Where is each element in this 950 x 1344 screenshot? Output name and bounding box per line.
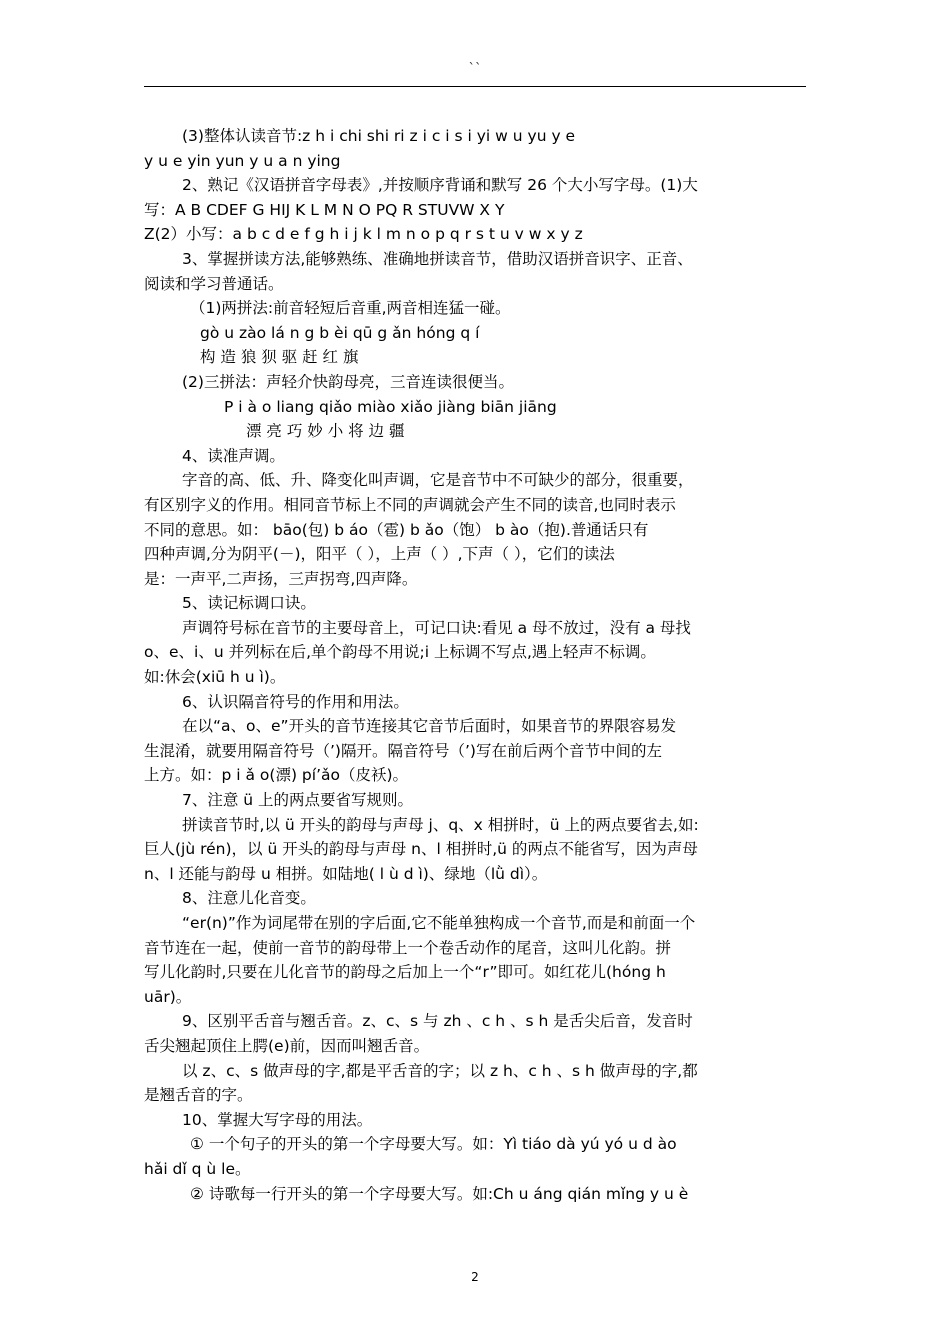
text-line: 3、掌握拼读方法,能够熟练、准确地拼读音节，借助汉语拼音识字、正音、: [182, 249, 693, 268]
text-line: 音节连在一起，使前一音节的韵母带上一个卷舌动作的尾音，这叫儿化韵。拼: [144, 938, 672, 957]
text-line: 上方。如：p i ǎ o(漂) pí’ǎo（皮袄)。: [144, 766, 409, 785]
section-heading: 8、注意儿化音变。: [182, 889, 316, 908]
text-line: 拼读音节时,以 ü 开头的韵母与声母 j、q、x 相拼时，ü 上的两点要省去,如:: [182, 815, 699, 834]
section-heading: 6、认识隔音符号的作用和用法。: [182, 692, 409, 711]
text-line: ② 诗歌每一行开头的第一个字母要大写。如:Ch u áng qián mǐng y u è: [190, 1184, 689, 1203]
text-line: ① 一个句子的开头的第一个字母要大写。如：Yì tiáo dà yú yó u d ào: [190, 1135, 677, 1154]
text-line: 是翘舌音的字。: [144, 1086, 253, 1105]
text-line: uār)。: [144, 987, 192, 1006]
text-line: 写儿化韵时,只要在儿化音节的韵母之后加上一个“r”即可。如红花儿(hóng h: [144, 963, 666, 982]
text-line: y u e yin yun y u a n ying: [144, 151, 341, 170]
text-line: (3)整体认读音节:z h i chi shi ri z i c i s i yi w u yu y e: [182, 127, 576, 145]
text-line: 有区别字义的作用。相同音节标上不同的声调就会产生不同的读音,也同时表示: [144, 495, 676, 514]
text-line: 阅读和学习普通话。: [144, 274, 284, 293]
pinyin-line: P i à o liang qiǎo miào xiǎo jiàng biān jiāng: [224, 397, 557, 416]
page-number: 2: [471, 1270, 479, 1284]
text-line: 在以“a、o、e”开头的音节连接其它音节后面时，如果音节的界限容易发: [182, 717, 677, 736]
document-body: [144, 124, 806, 1206]
pinyin-line: gò u zào lá n g b èi qū g ǎn hóng q í: [200, 323, 480, 342]
text-line: （1)两拼法:前音轻短后音重,两音相连猛一碰。: [190, 299, 511, 318]
section-heading: 4、读准声调。: [182, 446, 285, 465]
text-line: o、e、i、u 并列标在后,单个韵母不用说;i 上标调不写点,遇上轻声不标调。: [144, 643, 656, 662]
text-line: hǎi dǐ q ù le。: [144, 1159, 251, 1178]
text-line: 写：A B CDEF G HIJ K L M N O PQ R STUVW X Y: [144, 200, 505, 219]
text-line: 不同的意思。如： bāo(包) b áo（雹) b ǎo（饱） b ào（抱).普通话只有: [144, 520, 649, 539]
text-line: 9、区别平舌音与翘舌音。z、c、s 与 zh 、c h 、s h 是舌尖后音，发音时: [182, 1012, 693, 1031]
hanzi-line: 构 造 狼 狈 驱 赶 红 旗: [200, 348, 359, 367]
text-line: 四种声调,分为阴平(－)，阳平（ ），上声（ ）,下声（ ），它们的读法: [144, 545, 615, 564]
header-rule: [144, 86, 806, 87]
text-line: 以 z、c、s 做声母的字,都是平舌音的字；以 z h、c h 、s h 做声母的字,都: [182, 1061, 698, 1080]
section-heading: 7、注意 ü 上的两点要省写规则。: [182, 791, 414, 810]
header-mark: ``: [468, 62, 482, 77]
text-line: 如:休会(xiū h u ì)。: [144, 668, 286, 687]
text-line: 声调符号标在音节的主要母音上，可记口诀:看见 a 母不放过，没有 a 母找: [182, 618, 691, 637]
text-line: 生混淆，就要用隔音符号（’)隔开。隔音符号（’)写在前后两个音节中间的左: [144, 741, 662, 760]
text-line: “er(n)”作为词尾带在别的字后面,它不能单独构成一个音节,而是和前面一个: [182, 914, 696, 932]
hanzi-line: 漂 亮 巧 妙 小 将 边 疆: [246, 422, 405, 441]
text-line: Z(2）小写：a b c d e f g h i j k l m n o p q r s t u v w x y z: [144, 225, 583, 244]
text-line: 是：一声平,二声扬，三声拐弯,四声降。: [144, 569, 418, 588]
text-line: n、l 还能与韵母 u 相拼。如陆地( l ù d ì)、绿地（lǜ dì）。: [144, 864, 548, 883]
text-line: (2)三拼法：声轻介快韵母亮，三音连读很便当。: [182, 372, 514, 391]
text-line: 2、熟记《汉语拼音字母表》,并按顺序背诵和默写 26 个大小写字母。(1)大: [182, 176, 698, 195]
text-line: 舌尖翘起顶住上腭(e)前，因而叫翘舌音。: [144, 1036, 430, 1055]
section-heading: 5、读记标调口诀。: [182, 594, 316, 613]
section-heading: 10、掌握大写字母的用法。: [182, 1110, 373, 1129]
text-line: 巨人(jù rén)，以 ü 开头的韵母与声母 n、l 相拼时,ü 的两点不能省写，因为声母: [144, 840, 698, 859]
text-line: 字音的高、低、升、降变化叫声调，它是音节中不可缺少的部分，很重要，: [182, 471, 694, 490]
